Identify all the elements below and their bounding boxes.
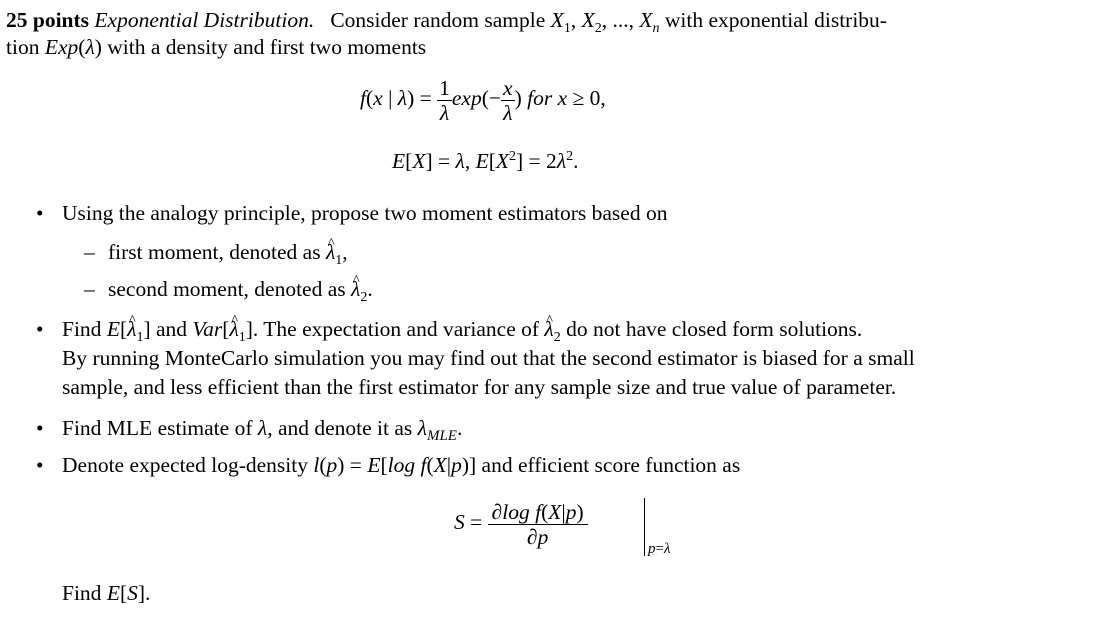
fraction-dlogf-dp: $\frac{\text{∂log f(X|p)}}{\partial p}$ xyxy=(488,500,588,549)
fraction-x-over-lambda: $\frac{x}{\lambda}$ xyxy=(503,75,513,125)
bullet-4-text: Denote expected log-density l(p) = E[log f(X|p)] and efficient score function as xyxy=(62,453,741,477)
bullet-3-text: Find MLE estimate of λ, and denote it as $\lambda_{MLE}$. xyxy=(62,416,463,444)
evaluation-bar xyxy=(644,498,645,556)
exam-question xyxy=(6,0,1098,618)
points-label: 25 points xyxy=(6,8,90,32)
bullet-1-text: Using the analogy principle, propose two moment estimators based on xyxy=(62,201,668,225)
topic-title: Exponential Distribution. xyxy=(94,8,315,32)
moments-equation: E[X] = λ, $E[X^2] = 2\lambda^2$. xyxy=(392,149,579,173)
bullet-2-line-2: By running MonteCarlo simulation you may find out that the second estimator is biased for a small xyxy=(62,346,915,370)
header-line-2: tion Exp(λ) with a density and first two moments xyxy=(6,35,427,59)
header-line-1: 25 points Exponential Distribution. Consider random sample $X_1$, $X_2$, ..., $X_n$ with exponential distribu- xyxy=(6,8,887,36)
dash-marker: – xyxy=(84,277,95,301)
final-question: Find E[S]. xyxy=(62,581,151,605)
bullet-2-line-1: Find E[^ $\lambda_1$] and Var[^ $\lambda_1$]. The expectation and variance of ^ $\lambda_2$ do not have closed form solutions. xyxy=(62,316,862,342)
evaluation-subscript: p=λ xyxy=(648,541,671,557)
bullet-2-line-3: sample, and less efficient than the first estimator for any sample size and true value of parameter. xyxy=(62,375,897,399)
fraction-one-over-lambda: $\frac{1}{\lambda}$ xyxy=(439,75,450,125)
dash-marker: – xyxy=(84,240,95,264)
sub-item-first-moment: first moment, denoted as ^ $\lambda_1$, xyxy=(108,239,348,265)
bullet-marker: • xyxy=(36,416,44,440)
score-equation: S = $\frac{\text{∂log f(X|p)}}{\partial p}$ xyxy=(454,497,588,549)
sub-item-second-moment: second moment, denoted as ^ $\lambda_2$. xyxy=(108,276,373,302)
bullet-marker: • xyxy=(36,317,44,341)
density-equation: f(x | λ) = $\frac{1}{\lambda}$ exp(− $\frac{x}{\lambda}$ ) for x ≥ 0, xyxy=(360,75,606,125)
bullet-marker: • xyxy=(36,201,44,225)
bullet-marker: • xyxy=(36,453,44,477)
